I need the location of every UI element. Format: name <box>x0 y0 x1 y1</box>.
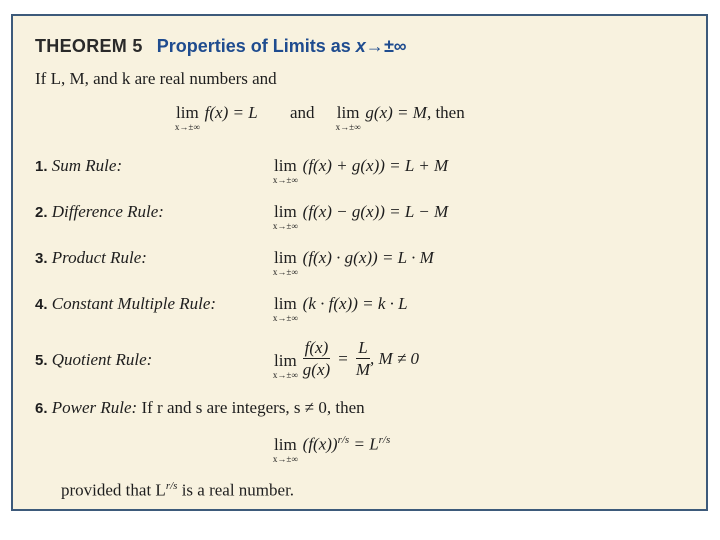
rule-constant-multiple-label <box>35 294 216 315</box>
rule-expression: (f(x) + g(x)) = L + M <box>302 156 449 175</box>
rule-quotient-label <box>35 350 152 371</box>
lim-operator: lim x→±∞ <box>272 156 298 185</box>
rule-difference-label <box>35 202 164 223</box>
intro-lim-g: g(x) = M <box>365 103 427 122</box>
lim-subscript: x→±∞ <box>272 221 298 231</box>
lim-operator: lim x→±∞ <box>272 294 298 323</box>
lim-subscript: x→±∞ <box>272 369 298 380</box>
rule-number: 4. <box>35 296 48 313</box>
rule-expression: (k · f(x)) = k · L <box>302 294 408 313</box>
rule-power-formula <box>272 430 391 464</box>
lim-operator: lim x→±∞ <box>272 350 298 380</box>
lim-operator: lim x→±∞ <box>272 248 298 277</box>
lim-operator: lim x→±∞ <box>335 103 361 132</box>
lim-subscript: x→±∞ <box>272 313 298 323</box>
rule-number: 2. <box>35 204 48 221</box>
lim-subscript: x→±∞ <box>272 267 298 277</box>
rule-name: Sum Rule: <box>51 156 123 175</box>
intro-text: If L, M, and k are real numbers and <box>35 69 277 88</box>
rule-expression: (f(x) − g(x)) = L − M <box>302 202 449 221</box>
rule-name: Power Rule: <box>51 398 138 417</box>
rule-constant-multiple-formula <box>272 294 408 323</box>
theorem-title-text: Properties of Limits as <box>156 36 351 56</box>
rule-product-formula <box>272 248 434 277</box>
power-result: = L <box>353 434 379 454</box>
theorem-title-math: x→±∞ <box>355 36 407 56</box>
rule-sum-label <box>35 156 122 177</box>
quotient-condition: , M ≠ 0 <box>370 348 420 368</box>
power-exponent: r/s <box>337 434 350 446</box>
lim-subscript: x→±∞ <box>272 453 298 464</box>
power-rule-proviso <box>61 476 294 501</box>
rule-name: Constant Multiple Rule: <box>51 294 217 313</box>
power-base: (f(x)) <box>302 434 338 454</box>
rule-power-text: If r and s are integers, s ≠ 0, then <box>141 398 365 417</box>
intro-limits <box>174 103 465 132</box>
theorem-label: THEOREM 5 <box>35 36 143 56</box>
rule-product-label <box>35 248 147 269</box>
rule-number: 3. <box>35 250 48 267</box>
fraction-numerator: f(x) <box>304 338 329 357</box>
equals-sign: = <box>338 348 348 368</box>
theorem-heading <box>35 35 407 57</box>
fraction-numerator: L <box>358 338 368 357</box>
rule-difference-formula <box>272 202 449 231</box>
rule-power-label <box>35 398 365 419</box>
lim-subscript: x→±∞ <box>335 122 361 132</box>
lim-operator: lim x→±∞ <box>272 434 298 464</box>
rule-expression: (f(x) · g(x)) = L · M <box>302 248 434 267</box>
rule-name: Quotient Rule: <box>51 350 153 369</box>
theorem-box <box>11 14 708 511</box>
lim-operator: lim x→±∞ <box>174 103 200 132</box>
fraction-denominator: g(x) <box>302 360 331 379</box>
rule-name: Difference Rule: <box>51 202 164 221</box>
rule-number: 1. <box>35 158 48 175</box>
proviso-text-end: is a real number. <box>177 480 295 500</box>
intro-then: , then <box>426 103 465 122</box>
intro-lim-f: f(x) = L <box>204 103 258 122</box>
intro-and: and <box>289 103 315 122</box>
lim-subscript: x→±∞ <box>272 175 298 185</box>
lim-operator: lim x→±∞ <box>272 202 298 231</box>
proviso-exponent: r/s <box>165 480 178 492</box>
lim-subscript: x→±∞ <box>174 122 200 132</box>
fraction-denominator: M <box>355 360 371 379</box>
rule-sum-formula <box>272 156 449 185</box>
limit-fraction <box>356 338 370 379</box>
proviso-text: provided that L <box>61 480 166 500</box>
rule-number: 6. <box>35 400 48 417</box>
rule-name: Product Rule: <box>51 248 147 267</box>
rule-number: 5. <box>35 352 48 369</box>
theorem-title <box>157 36 407 56</box>
power-result-exponent: r/s <box>378 434 391 446</box>
rule-quotient-formula <box>274 338 419 379</box>
quotient-fraction <box>303 338 331 379</box>
